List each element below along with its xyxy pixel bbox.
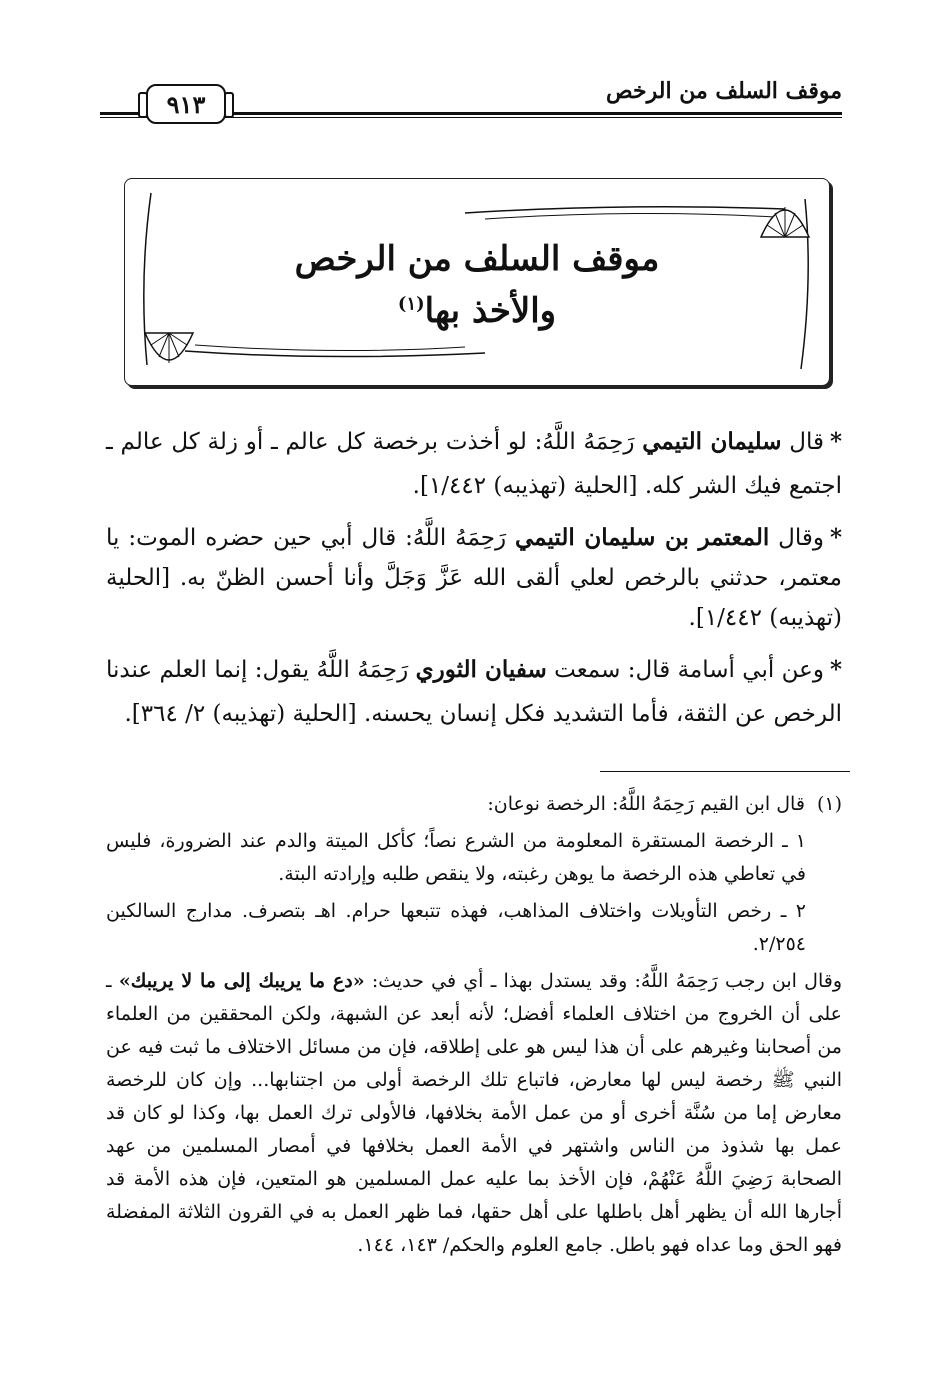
- ornament-flourishes: [125, 179, 829, 385]
- paragraph-bullet: *: [829, 428, 842, 455]
- page-number: ٩١٣: [166, 89, 206, 119]
- footnote-text: وقال ابن رجب رَحِمَهُ اللَّهُ: وقد يستدل بهذا ـ أي في حديث:: [364, 970, 842, 992]
- chapter-subtitle-text: والأخذ بها: [424, 291, 557, 331]
- footnote-item: ١ ـ الرخصة المستقرة المعلومة من الشرع نصاً؛ كأكل الميتة والدم عند الضرورة، فليس في تعاطي هذه الرخصة ما يوهن رغبته، ولا ينقص طلبه وإرادته البتة.: [106, 830, 806, 885]
- paragraph-text: رَحِمَهُ اللَّهُ: قال أبي حين حضره الموت: يا معتمر، حدثني بالرخص لعلي ألقى الله عَزَّ وَجَلَّ وأنا أحسن الظنّ به. [الحلية (تهذيبه) ١/٤٤٢].: [106, 525, 842, 631]
- paragraph-text: قال: [781, 429, 824, 455]
- footnote-text: ـ على أن الخروج من اختلاف العلماء أفضل؛ لأنه أبعد عن الشبهة، ولكن المحققين من العلماء من أصحابنا وغيرهم على أن هذا ليس هو على إطلاقه، فإن من مسائل الاختلاف ما ثبت فيه عن النبي ﷺ رخصة ليس لها معارض، فاتباع تلك الرخصة أولى من اجتنابها... وإن كان للرخصة معارض إما من سُنَّة أخرى أو من عمل الأمة بخلافها، فالأولى ترك العمل بها، وكذا لو كان قد عمل بها شذوذ من الناس واشتهر في الأمة العمل بخلافها في أمصار المسلمين من عهد الصحابة رَضِيَ اللَّهُ عَنْهُمْ، فإن الأخذ بما عليه عمل المسلمين هو المتعين، فإن هذه الأمة قد أجارها الله أن يظهر أهل باطلها على أهل حقها، فما ظهر العمل به في القرون الثلاثة المفضلة فهو الحق وما عداه فهو باطل. جامع العلوم والحكم/ ١٤٣، ١٤٤.: [106, 970, 842, 1256]
- speaker-name: المعتمر بن سليمان التيمي: [515, 524, 770, 551]
- footnote-text: قال ابن القيم رَحِمَهُ اللَّهُ: الرخصة نوعان:: [487, 793, 805, 815]
- chapter-subtitle: [125, 291, 829, 331]
- chapter-title: موقف السلف من الرخص: [294, 239, 660, 279]
- running-header-title: موقف السلف من الرخص: [606, 78, 842, 104]
- hadith-quote: «دع ما يريبك إلى ما لا يريبك»: [118, 970, 365, 992]
- paragraph-bullet: *: [829, 656, 842, 683]
- footnotes: [106, 788, 842, 1266]
- paragraph-text: وقال: [769, 525, 824, 551]
- speaker-name: سليمان التيمي: [642, 428, 782, 455]
- footnote-item: ٢ ـ رخص التأويلات واختلاف المذاهب، فهذه تتبعها حرام. اهـ بتصرف. مدارج السالكين ٢/٢٥٤.: [106, 900, 806, 955]
- paragraph: [106, 420, 842, 508]
- chapter-title-frame: [124, 178, 830, 386]
- paragraph-text: رَحِمَهُ اللَّهُ: لو أخذت برخصة كل عالم ـ أو زلة كل عالم ـ اجتمع فيك الشر كله. [الحلية (تهذيبه) ١/٤٤٢].: [106, 429, 842, 499]
- paragraph-text: رَحِمَهُ اللَّهُ يقول: إنما العلم عندنا الرخص عن الثقة، فأما التشديد فكل إنسان يحسنه. [الحلية (تهذيبه) ٢/ ٣٦٤].: [106, 657, 842, 727]
- footnote-intro: [106, 788, 842, 821]
- paragraph: [106, 648, 842, 736]
- shell-icon: [761, 207, 809, 237]
- shell-icon: [145, 333, 193, 363]
- footnote-rajab: [106, 965, 842, 1262]
- speaker-name: سفيان الثوري: [415, 656, 547, 683]
- footnote-separator: [600, 771, 850, 772]
- body-text: [106, 420, 842, 746]
- footnote-ref: (١): [397, 293, 425, 315]
- paragraph-bullet: *: [829, 524, 842, 551]
- footnote-number: (١): [816, 793, 842, 815]
- page-number-badge: [146, 84, 226, 124]
- paragraph-text: وعن أبي أسامة قال: سمعت: [546, 657, 824, 683]
- paragraph: [106, 518, 842, 638]
